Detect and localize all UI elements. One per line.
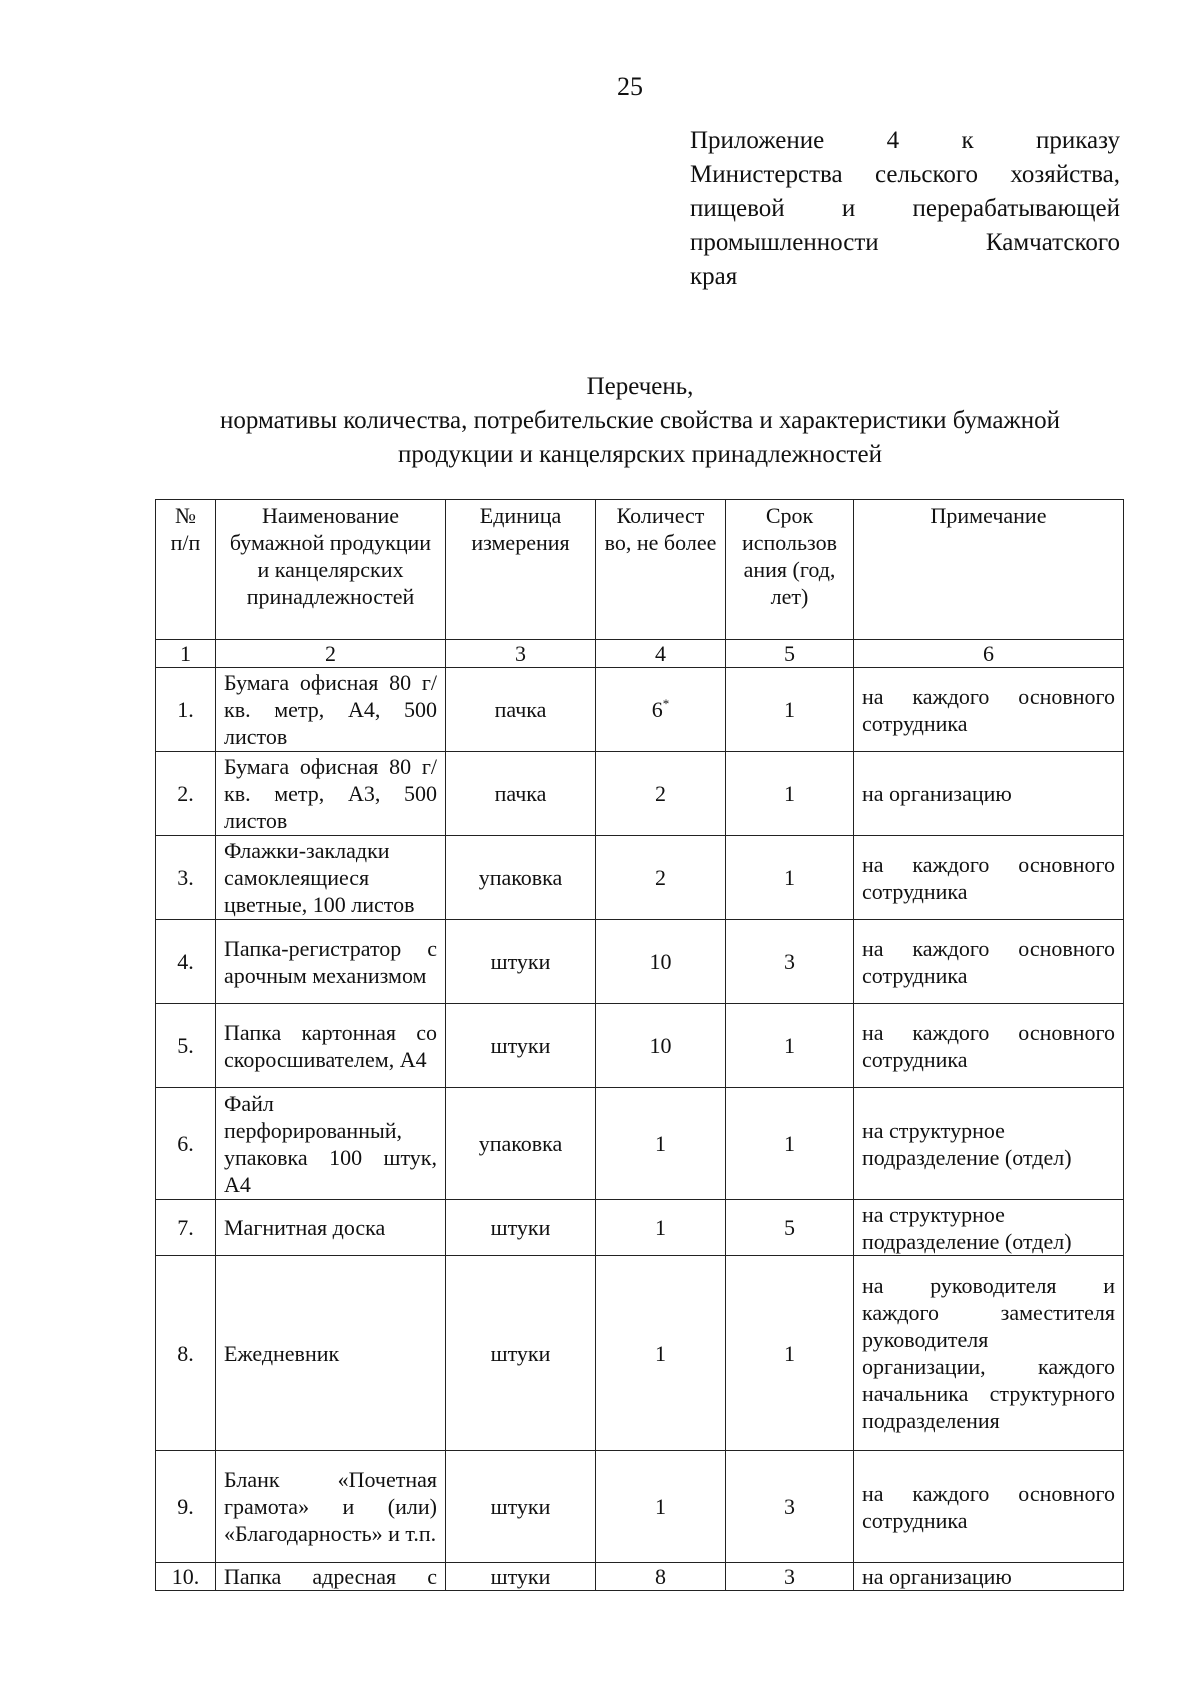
- item-name: Папка картонная со скоросшивателем, А4: [216, 1004, 446, 1088]
- annex-line: Приложение 4 к приказу: [690, 127, 1120, 154]
- item-term: 3: [726, 1451, 854, 1563]
- item-name: Ежедневник: [216, 1256, 446, 1451]
- row-number: 7.: [156, 1200, 216, 1256]
- table-row: [156, 1088, 1124, 1200]
- item-term: 1: [726, 752, 854, 836]
- item-note: на структурное подразделение (отдел): [854, 1200, 1124, 1256]
- item-term: 1: [726, 836, 854, 920]
- table-row: [156, 1563, 1124, 1591]
- item-name: Бланк «Почетная грамота» и (или) «Благодарность» и т.п.: [216, 1451, 446, 1563]
- item-quantity: [596, 668, 726, 752]
- item-quantity: 10: [596, 1004, 726, 1088]
- row-number: 9.: [156, 1451, 216, 1563]
- item-unit: упаковка: [446, 1088, 596, 1200]
- item-note: на организацию: [854, 1563, 1124, 1591]
- table-row: [156, 1256, 1124, 1451]
- column-number: 1: [156, 640, 216, 668]
- item-name: Бумага офисная 80 г/кв. метр, А3, 500 листов: [216, 752, 446, 836]
- header-cell: Срок использов ания (год, лет): [726, 500, 854, 640]
- annex-line: промышленности Камчатского: [690, 229, 1120, 256]
- document-title: [140, 370, 1140, 472]
- item-note: на каждого основного сотрудника: [854, 920, 1124, 1004]
- norms-table: [155, 499, 1124, 1591]
- table-row: [156, 1004, 1124, 1088]
- item-term: 1: [726, 1088, 854, 1200]
- item-note: на каждого основного сотрудника: [854, 836, 1124, 920]
- row-number: 10.: [156, 1563, 216, 1591]
- item-term: 5: [726, 1200, 854, 1256]
- quantity-value: 6: [651, 697, 663, 722]
- header-cell: № п/п: [156, 500, 216, 640]
- row-number: 5.: [156, 1004, 216, 1088]
- page-number: 25: [617, 72, 643, 101]
- item-name: Папка-регистратор с арочным механизмом: [216, 920, 446, 1004]
- annex-reference: [690, 124, 1120, 294]
- item-term: 1: [726, 1256, 854, 1451]
- item-term: 1: [726, 668, 854, 752]
- row-number: 3.: [156, 836, 216, 920]
- item-quantity: 2: [596, 836, 726, 920]
- row-number: 1.: [156, 668, 216, 752]
- item-name: Файл перфорированный, упаковка 100 штук, А4: [216, 1088, 446, 1200]
- table-row: [156, 836, 1124, 920]
- column-number: 5: [726, 640, 854, 668]
- item-name: Папка адресная с: [216, 1563, 446, 1591]
- item-unit: штуки: [446, 1563, 596, 1591]
- item-unit: штуки: [446, 1256, 596, 1451]
- item-name: Бумага офисная 80 г/кв. метр, А4, 500 листов: [216, 668, 446, 752]
- column-number: 2: [216, 640, 446, 668]
- row-number: 2.: [156, 752, 216, 836]
- item-quantity: 10: [596, 920, 726, 1004]
- item-term: 1: [726, 1004, 854, 1088]
- item-note: на каждого основного сотрудника: [854, 1004, 1124, 1088]
- item-unit: пачка: [446, 668, 596, 752]
- item-note: на каждого основного сотрудника: [854, 668, 1124, 752]
- item-term: 3: [726, 1563, 854, 1591]
- item-note: на каждого основного сотрудника: [854, 1451, 1124, 1563]
- title-line: нормативы количества, потребительские свойства и характеристики бумажной: [220, 407, 1060, 434]
- table-row: [156, 668, 1124, 752]
- item-name: Флажки-закладки самоклеящиеся цветные, 100 листов: [216, 836, 446, 920]
- header-row: [156, 500, 1124, 640]
- title-line: Перечень,: [586, 373, 694, 400]
- item-note: на структурное подразделение (отдел): [854, 1088, 1124, 1200]
- column-number: 3: [446, 640, 596, 668]
- item-quantity: 1: [596, 1088, 726, 1200]
- column-number-row: [156, 640, 1124, 668]
- annex-line: Министерства сельского хозяйства,: [690, 161, 1120, 188]
- annex-line: края: [690, 263, 738, 290]
- row-number: 8.: [156, 1256, 216, 1451]
- row-number: 6.: [156, 1088, 216, 1200]
- item-name: Магнитная доска: [216, 1200, 446, 1256]
- header-cell: Примечание: [854, 500, 1124, 640]
- header-cell: Наименование бумажной продукции и канцелярских принадлежностей: [216, 500, 446, 640]
- item-note: на организацию: [854, 752, 1124, 836]
- table-row: [156, 1200, 1124, 1256]
- item-unit: штуки: [446, 1200, 596, 1256]
- item-quantity: 1: [596, 1451, 726, 1563]
- table-row: [156, 920, 1124, 1004]
- item-quantity: 8: [596, 1563, 726, 1591]
- item-unit: штуки: [446, 920, 596, 1004]
- item-term: 3: [726, 920, 854, 1004]
- column-number: 4: [596, 640, 726, 668]
- header-cell: Единица измерения: [446, 500, 596, 640]
- title-line: продукции и канцелярских принадлежностей: [398, 441, 882, 468]
- annex-line: пищевой и перерабатывающей: [690, 195, 1120, 222]
- item-quantity: 1: [596, 1256, 726, 1451]
- item-quantity: 1: [596, 1200, 726, 1256]
- item-unit: упаковка: [446, 836, 596, 920]
- table-row: [156, 752, 1124, 836]
- column-number: 6: [854, 640, 1124, 668]
- row-number: 4.: [156, 920, 216, 1004]
- item-note: на руководителя и каждого заместителя руководителя организации, каждого начальника структурного подразделения: [854, 1256, 1124, 1451]
- item-unit: пачка: [446, 752, 596, 836]
- item-unit: штуки: [446, 1004, 596, 1088]
- header-cell: Количест во, не более: [596, 500, 726, 640]
- table-row: [156, 1451, 1124, 1563]
- footnote-mark: *: [662, 696, 670, 711]
- item-unit: штуки: [446, 1451, 596, 1563]
- item-quantity: 2: [596, 752, 726, 836]
